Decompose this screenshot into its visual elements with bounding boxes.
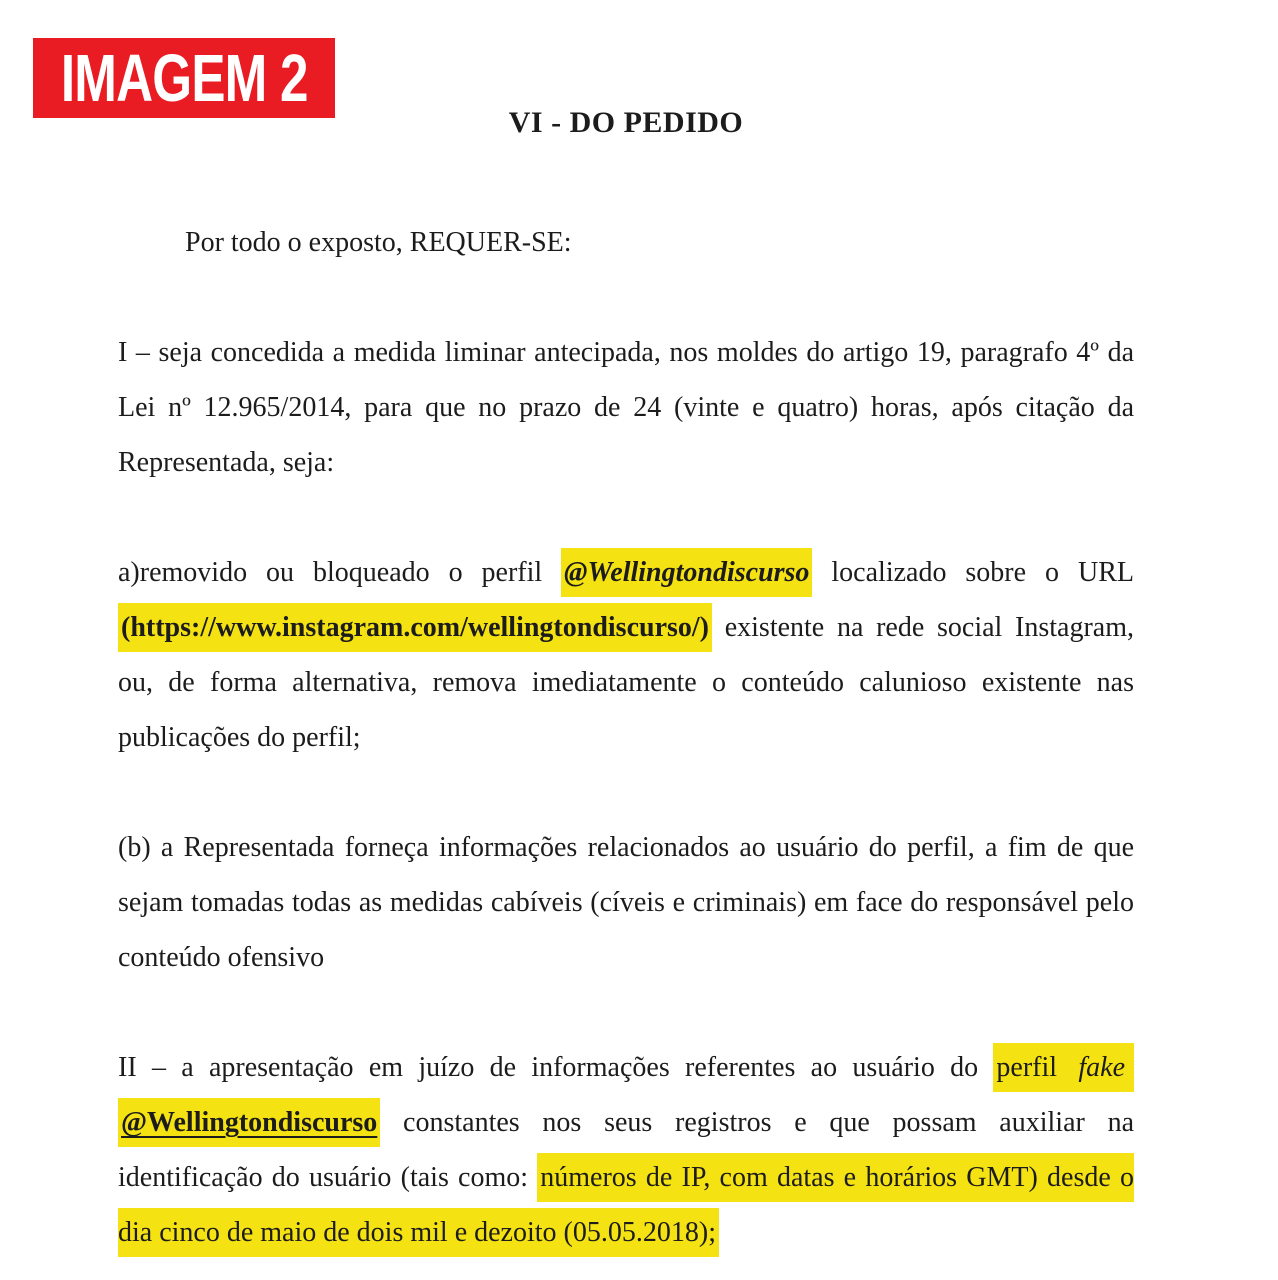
paragraph-item-ii (118, 1040, 1134, 1260)
fake-word-highlight: fake (1075, 1043, 1128, 1092)
highlight-spacer (1128, 1043, 1134, 1092)
item-a-text: existente na rede social Instagram, ou, de forma alternativa, remova imediatamente o conteúdo calunioso existente nas publicações do perfil; (118, 612, 1134, 753)
imagem-2-badge (33, 38, 335, 118)
paragraph-item-b (118, 820, 1134, 985)
instagram-handle-highlight: @Wellingtondiscurso (561, 548, 812, 597)
item-b-text: (b) a Representada forneça informações relacionados ao usuário do perfil, a fim de que sejam tomadas todas as medidas cabíveis (cíveis e criminais) em face do responsável pelo conteúdo ofensivo (118, 832, 1134, 973)
section-title: VI - DO PEDIDO (508, 106, 744, 139)
item-ii-text: constantes nos seus registros e que possam auxiliar na identificação do usuário (tais como: (118, 1107, 1134, 1193)
imagem-2-badge-label: IMAGEM 2 (60, 39, 308, 116)
fake-profile-highlight: perfil (993, 1043, 1075, 1092)
intro-text: Por todo o exposto, REQUER-SE: (185, 227, 572, 258)
paragraph-intro (118, 215, 1134, 270)
item-ii-text: II – a apresentação em juízo de informações referentes ao usuário do (118, 1052, 994, 1083)
paragraph-item-a (118, 545, 1134, 765)
instagram-handle-underlined-highlight: @Wellingtondiscurso (118, 1098, 380, 1147)
instagram-url-highlight: (https://www.instagram.com/wellingtondiscurso/) (118, 603, 712, 652)
ip-gmt-date-highlight: números de IP, com datas e horários GMT) desde o dia cinco de maio de dois mil e dezoito (05.05.2018); (118, 1153, 1134, 1257)
paragraph-item-i (118, 325, 1134, 490)
item-a-text: a)removido ou bloqueado o perfil (118, 557, 562, 588)
item-i-text: I – seja concedida a medida liminar antecipada, nos moldes do artigo 19, paragrafo 4º da Lei nº 12.965/2014, para que no prazo de 24 (vinte e quatro) horas, após citação da Representada, seja: (118, 337, 1134, 478)
item-a-text: localizado sobre o URL (812, 557, 1134, 588)
